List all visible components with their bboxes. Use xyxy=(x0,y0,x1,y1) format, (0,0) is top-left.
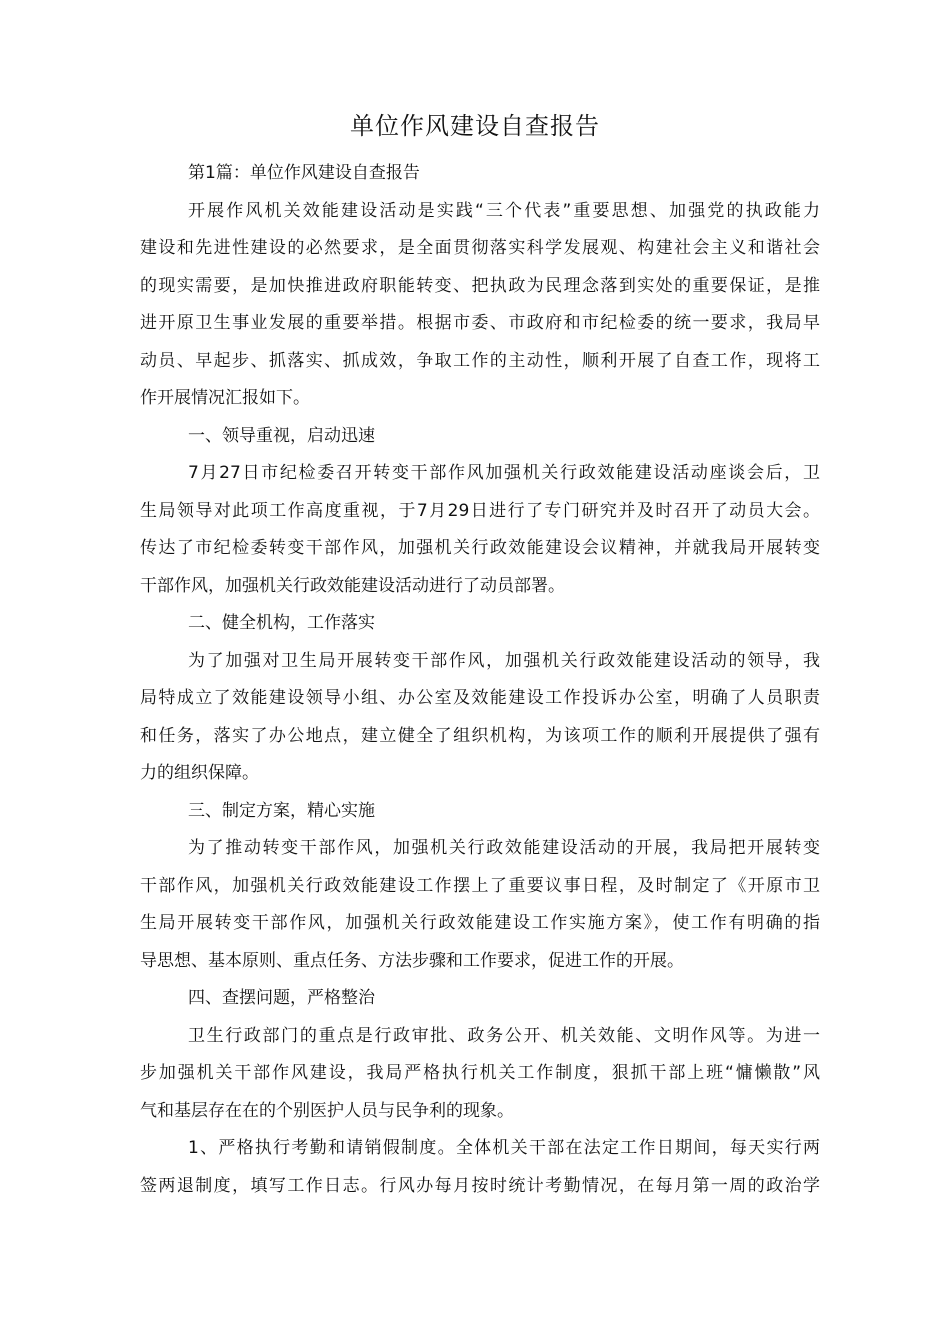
document-body xyxy=(140,155,820,1205)
paragraph-line: 生局开展转变干部作风，加强机关行政效能建设工作实施方案》，使工作有明确的指 xyxy=(140,913,820,933)
paragraph-line: 开展作风机关效能建设活动是实践“三个代表”重要思想、加强党的执政能力 xyxy=(188,200,820,221)
intro-paragraph xyxy=(140,193,820,418)
paragraph-line: 为了推动转变干部作风，加强机关行政效能建设活动的开展，我局把开展转变 xyxy=(188,838,820,858)
section-4-paragraph xyxy=(140,1018,820,1131)
paragraph-line: 和任务，落实了办公地点，建立健全了组织机构，为该项工作的顺利开展提供了强有 xyxy=(140,725,820,746)
section-label: 第1篇：单位作风建设自查报告 xyxy=(188,163,420,183)
paragraph-line: 导思想、基本原则、重点任务、方法步骤和工作要求，促进工作的开展。 xyxy=(140,950,684,971)
paragraph-line: 作开展情况汇报如下。 xyxy=(140,388,310,408)
paragraph-line: 干部作风，加强机关行政效能建设活动进行了动员部署。 xyxy=(140,575,565,596)
paragraph-line: 进开原卫生事业发展的重要举措。根据市委、市政府和市纪检委的统一要求，我局早 xyxy=(140,313,820,333)
heading-2: 二、健全机构，工作落实 xyxy=(188,613,375,633)
paragraph-line: 干部作风，加强机关行政效能建设工作摆上了重要议事日程，及时制定了《开原市卫 xyxy=(140,875,820,896)
paragraph-line: 1、严格执行考勤和请销假制度。全体机关干部在法定工作日期间，每天实行两 xyxy=(188,1138,820,1158)
paragraph-line: 力的组织保障。 xyxy=(140,763,259,783)
heading-4: 四、查摆问题，严格整治 xyxy=(188,988,375,1008)
paragraph-line: 动员、早起步、抓落实、抓成效，争取工作的主动性，顺利开展了自查工作，现将工 xyxy=(140,350,820,371)
paragraph-line: 建设和先进性建设的必然要求，是全面贯彻落实科学发展观、构建社会主义和谐社会 xyxy=(140,238,820,258)
document-title: 单位作风建设自查报告 xyxy=(350,112,600,140)
section-4-item-1-paragraph xyxy=(140,1130,820,1205)
paragraph-line: 7月27日市纪检委召开转变干部作风加强机关行政效能建设活动座谈会后，卫 xyxy=(188,463,820,483)
section-1-paragraph xyxy=(140,455,820,605)
section-2-paragraph xyxy=(140,643,820,793)
paragraph-line: 签两退制度，填写工作日志。行风办每月按时统计考勤情况，在每月第一周的政治学 xyxy=(140,1175,820,1196)
section-3-paragraph xyxy=(140,830,820,980)
paragraph-line: 生局领导对此项工作高度重视，于7月29日进行了专门研究并及时召开了动员大会。 xyxy=(140,500,820,521)
heading-3: 三、制定方案，精心实施 xyxy=(188,800,375,821)
paragraph-line: 气和基层存在在的个别医护人员与民争利的现象。 xyxy=(140,1100,514,1121)
heading-1: 一、领导重视，启动迅速 xyxy=(188,425,375,446)
paragraph-line: 步加强机关干部作风建设，我局严格执行机关工作制度，狠抓干部上班“慵懒散”风 xyxy=(140,1063,820,1083)
paragraph-line: 传达了市纪检委转变干部作风，加强机关行政效能建设会议精神，并就我局开展转变 xyxy=(140,538,820,558)
paragraph-line: 的现实需要，是加快推进政府职能转变、把执政为民理念落到实处的重要保证，是推 xyxy=(140,275,820,296)
paragraph-line: 局特成立了效能建设领导小组、办公室及效能建设工作投诉办公室，明确了人员职责 xyxy=(140,688,820,708)
paragraph-line: 卫生行政部门的重点是行政审批、政务公开、机关效能、文明作风等。为进一 xyxy=(188,1025,820,1046)
paragraph-line: 为了加强对卫生局开展转变干部作风，加强机关行政效能建设活动的领导，我 xyxy=(188,650,820,671)
